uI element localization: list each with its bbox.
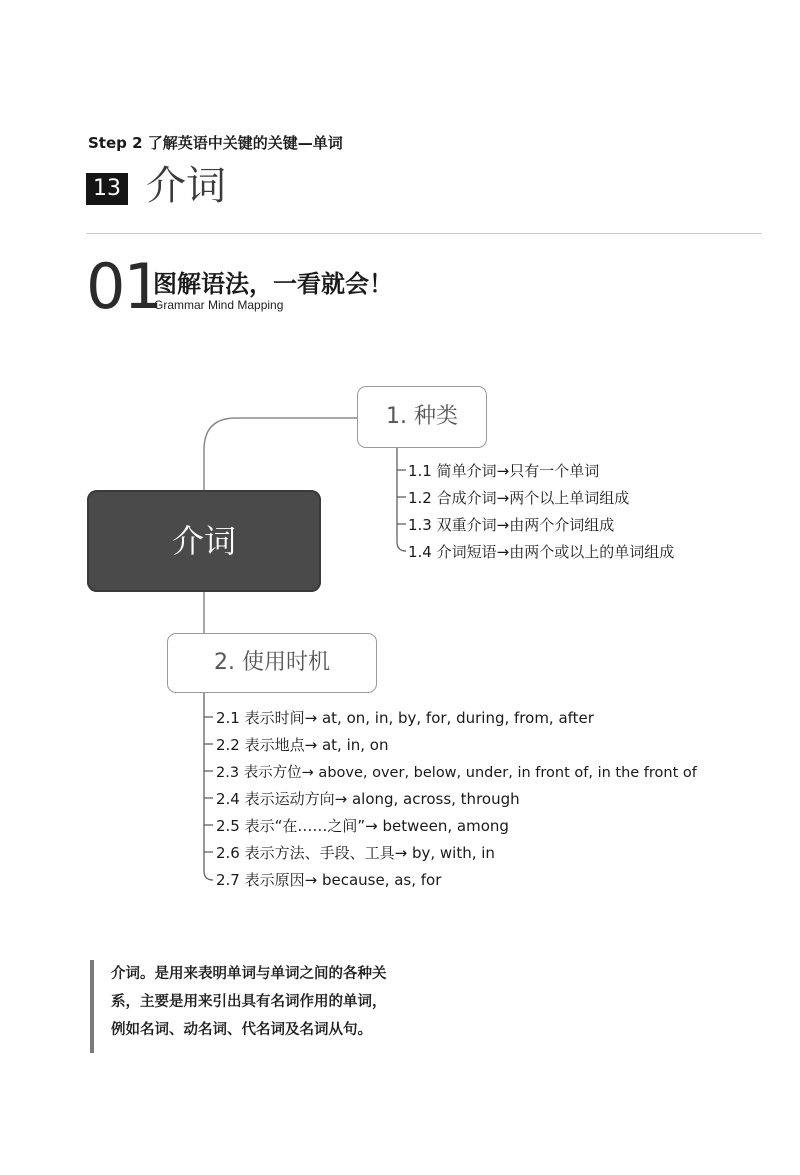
types-item: 1.3 双重介词→由两个介词组成	[408, 516, 615, 534]
branch-usage-box: 2. 使用时机	[167, 633, 377, 693]
types-item: 1.4 介词短语→由两个或以上的单词组成	[408, 543, 675, 561]
note-accent-bar	[90, 960, 94, 1053]
usage-item: 2.5 表示“在……之间”→ between, among	[216, 817, 509, 835]
types-item: 1.1 简单介词→只有一个单词	[408, 462, 600, 480]
section-subtitle: Grammar Mind Mapping	[154, 298, 284, 312]
section-number: 01	[86, 250, 161, 323]
note-line: 介词。是用来表明单词与单词之间的各种关	[111, 966, 387, 982]
note-line: 例如名词、动名词、代名词及名词从句。	[111, 1022, 372, 1038]
usage-item: 2.1 表示时间→ at, on, in, by, for, during, from, after	[216, 709, 594, 727]
section-title: 图解语法，一看就会！	[153, 270, 393, 298]
usage-item: 2.6 表示方法、手段、工具→ by, with, in	[216, 844, 495, 862]
types-item: 1.2 合成介词→两个以上单词组成	[408, 489, 630, 507]
branch-types-box: 1. 种类	[357, 386, 487, 448]
connector-center-to-types	[204, 418, 357, 490]
note-line: 系，主要是用来引出具有名词作用的单词，	[111, 994, 387, 1010]
usage-item: 2.3 表示方位→ above, over, below, under, in front of, in the front of	[216, 765, 697, 781]
bracket-types-items	[397, 446, 406, 551]
usage-item: 2.7 表示原因→ because, as, for	[216, 871, 442, 889]
chapter-title: 介词	[146, 163, 226, 209]
usage-item: 2.2 表示地点→ at, in, on	[216, 736, 389, 754]
mindmap-center-node: 介词	[87, 490, 321, 592]
step-heading: Step 2 了解英语中关键的关键—单词	[88, 134, 343, 152]
usage-item: 2.4 表示运动方向→ along, across, through	[216, 790, 520, 808]
chapter-number-badge: 13	[86, 173, 128, 205]
